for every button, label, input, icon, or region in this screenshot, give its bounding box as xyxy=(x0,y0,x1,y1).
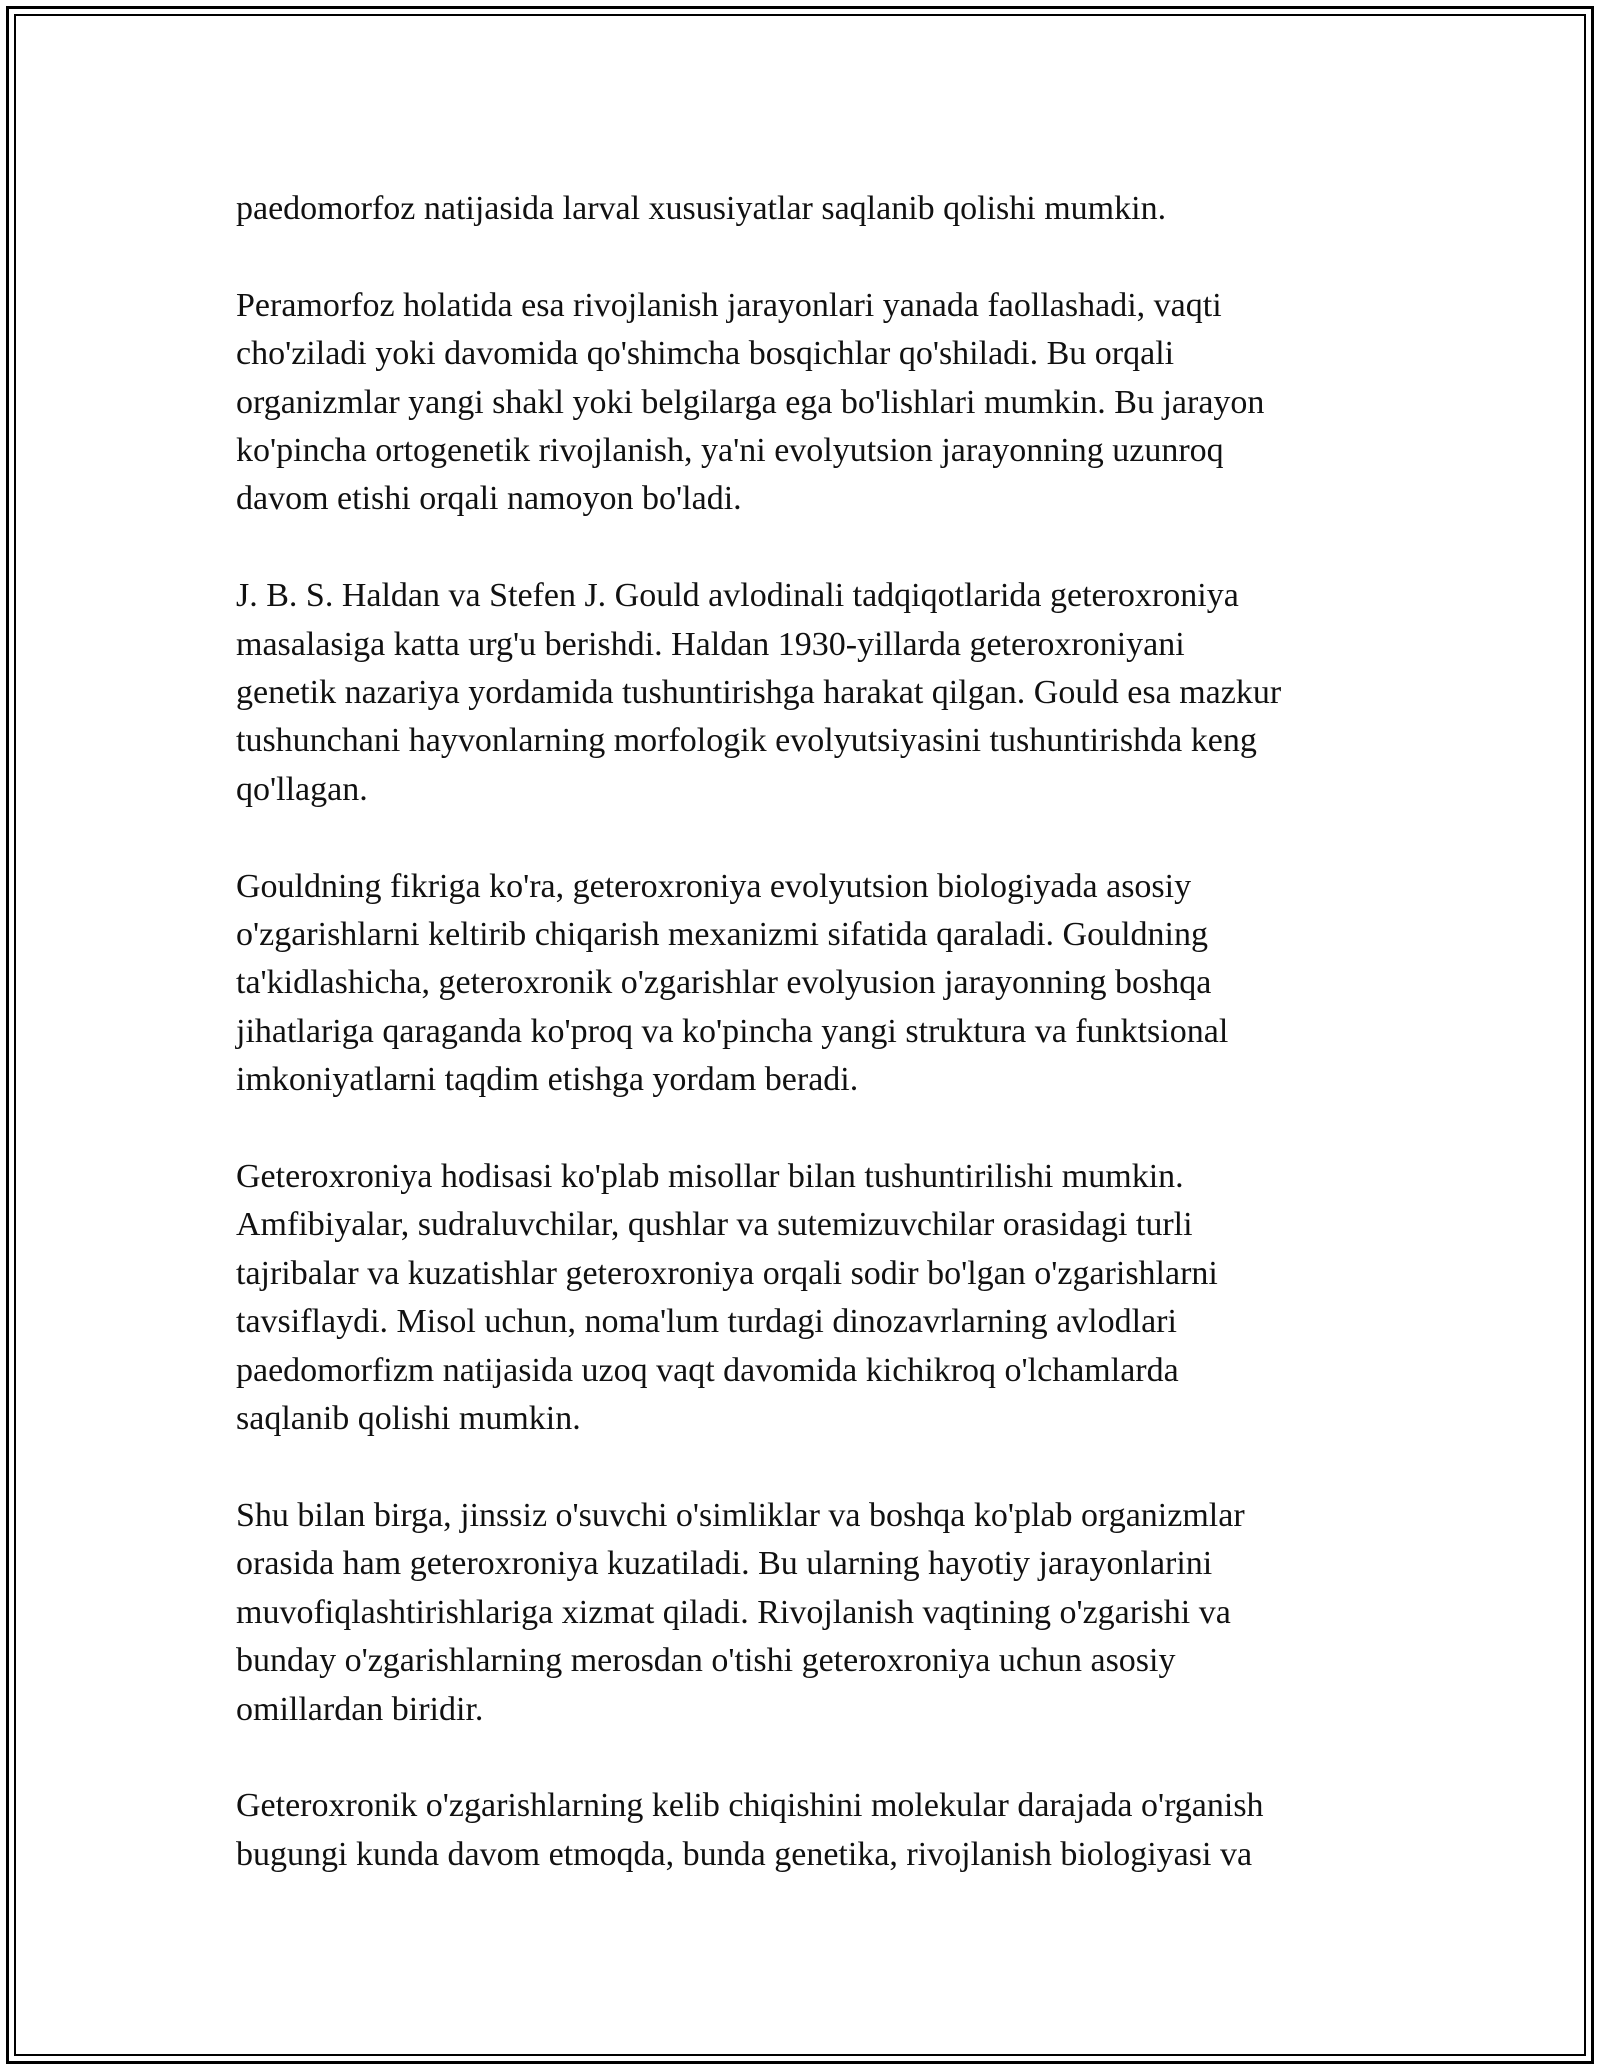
paragraph xyxy=(236,1492,1376,1734)
text-line: muvofiqlashtirishlariga xizmat qiladi. Rivojlanish vaqtining o'zgarishi va xyxy=(236,1593,1231,1631)
text-line: Geteroxroniya hodisasi ko'plab misollar bilan tushuntirilishi mumkin. xyxy=(236,1158,1184,1196)
text-line: tajribalar va kuzatishlar geteroxroniya orqali sodir bo'lgan o'zgarishlarni xyxy=(236,1254,1218,1292)
text-line: bugungi kunda davom etmoqda, bunda genetika, rivojlanish biologiyasi va xyxy=(236,1835,1253,1873)
paragraph xyxy=(236,185,1376,233)
paragraph xyxy=(236,863,1376,1105)
text-line: J. B. S. Haldan va Stefen J. Gould avlodinali tadqiqotlarida geteroxroniya xyxy=(236,577,1239,615)
text-line: ko'pincha ortogenetik rivojlanish, ya'ni evolyutsion jarayonning uzunroq xyxy=(236,432,1224,470)
text-line: Shu bilan birga, jinssiz o'suvchi o'simliklar va boshqa ko'plab organizmlar xyxy=(236,1496,1245,1534)
text-line: o'zgarishlarni keltirib chiqarish mexanizmi sifatida qaraladi. Gouldning xyxy=(236,916,1209,954)
text-line: tavsiflaydi. Misol uchun, noma'lum turdagi dinozavrlarning avlodlari xyxy=(236,1303,1177,1341)
text-line: Amfibiyalar, sudraluvchilar, qushlar va sutemizuvchilar orasidagi turli xyxy=(236,1206,1193,1244)
document-body xyxy=(236,185,1376,1928)
paragraph xyxy=(236,572,1376,814)
text-line: jihatlariga qaraganda ko'proq va ko'pincha yangi struktura va funktsional xyxy=(236,1012,1229,1050)
text-line: masalasiga katta urg'u berishdi. Haldan 1930-yillarda geteroxroniyani xyxy=(236,625,1185,663)
text-line: ta'kidlashicha, geteroxronik o'zgarishlar evolyusion jarayonning boshqa xyxy=(236,964,1212,1002)
text-line: organizmlar yangi shakl yoki belgilarga ega bo'lishlari mumkin. Bu jarayon xyxy=(236,383,1265,421)
text-line: orasida ham geteroxroniya kuzatiladi. Bu ularning hayotiy jarayonlarini xyxy=(236,1545,1213,1583)
text-line: Geteroxronik o'zgarishlarning kelib chiqishini molekular darajada o'rganish xyxy=(236,1787,1264,1825)
text-line: cho'ziladi yoki davomida qo'shimcha bosqichlar qo'shiladi. Bu orqali xyxy=(236,335,1175,373)
paragraph xyxy=(236,1153,1376,1443)
text-line: Gouldning fikriga ko'ra, geteroxroniya evolyutsion biologiyada asosiy xyxy=(236,867,1192,905)
text-line: paedomorfizm natijasida uzoq vaqt davomida kichikroq o'lchamlarda xyxy=(236,1351,1179,1389)
paragraph xyxy=(236,1782,1376,1879)
text-line: omillardan biridir. xyxy=(236,1690,484,1728)
text-line: qo'llagan. xyxy=(236,770,368,808)
paragraph xyxy=(236,282,1376,524)
text-line: paedomorfoz natijasida larval xususiyatlar saqlanib qolishi mumkin. xyxy=(236,190,1167,227)
text-line: genetik nazariya yordamida tushuntirishga harakat qilgan. Gould esa mazkur xyxy=(236,674,1282,712)
text-line: saqlanib qolishi mumkin. xyxy=(236,1400,581,1438)
text-line: davom etishi orqali namoyon bo'ladi. xyxy=(236,480,742,518)
text-line: imkoniyatlarni taqdim etishga yordam beradi. xyxy=(236,1061,859,1099)
text-line: bunday o'zgarishlarning merosdan o'tishi geteroxroniya uchun asosiy xyxy=(236,1642,1176,1680)
text-line: Peramorfoz holatida esa rivojlanish jarayonlari yanada faollashadi, vaqti xyxy=(236,286,1222,324)
text-line: tushunchani hayvonlarning morfologik evolyutsiyasini tushuntirishda keng xyxy=(236,722,1257,760)
